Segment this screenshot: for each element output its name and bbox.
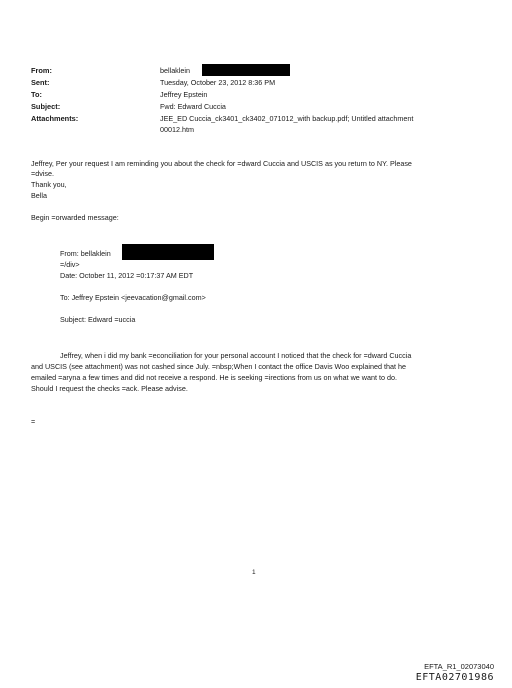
to-label: To:	[31, 90, 42, 99]
body-line-4: Bella	[31, 191, 47, 200]
fwd-subject-line: Subject: Edward =uccia	[60, 315, 136, 324]
fwd-date-line: Date: October 11, 2012 =0:17:37 AM EDT	[60, 271, 194, 280]
fwd-paragraph-line-3: emailed =aryna a few times and did not receive a respond. He is seeking =irections from us on what we want to do.	[31, 373, 397, 382]
to-value: Jeffrey Epstein	[160, 90, 208, 99]
fwd-paragraph-line-2: and USCIS (see attachment) was not cashed since July. =nbsp;When I contact the office Davis Woo explained that he	[31, 362, 406, 371]
subject-label: Subject:	[31, 102, 61, 111]
body-line-2: =dvise.	[31, 169, 54, 178]
bates-stamp: EFTA02701986	[415, 672, 494, 683]
bates-stamp-r1: EFTA_R1_02073040	[424, 662, 494, 671]
fwd-paragraph-line-1: Jeffrey, when i did my bank =econciliation for your personal account I noticed that the check for =dward Cuccia	[60, 351, 412, 360]
fwd-to-line: To: Jeffrey Epstein <jeevacation@gmail.com>	[60, 293, 206, 302]
trailing-marker: =	[31, 417, 36, 426]
subject-value: Fwd: Edward Cuccia	[160, 102, 226, 111]
sent-value: Tuesday, October 23, 2012 8:36 PM	[160, 78, 276, 87]
fwd-from-line: From: bellaklein	[60, 249, 111, 258]
forward-intro: Begin =orwarded message:	[31, 213, 119, 222]
attachments-value-line1: JEE_ED Cuccia_ck3401_ck3402_071012_with backup.pdf; Untitled attachment	[160, 114, 414, 123]
body-line-1: Jeffrey, Per your request I am reminding you about the check for =dward Cuccia and USCIS as you return to NY. Please	[31, 159, 412, 168]
page-number: 1	[252, 569, 256, 576]
attachments-label: Attachments:	[31, 114, 79, 123]
from-label: From:	[31, 66, 52, 75]
redaction-box	[122, 244, 214, 260]
body-line-3: Thank you,	[31, 180, 67, 189]
from-value: bellaklein	[160, 66, 190, 75]
fwd-div-line: =/div>	[60, 260, 80, 269]
redaction-box	[202, 64, 290, 76]
attachments-value-line2: 00012.htm	[160, 125, 194, 134]
sent-label: Sent:	[31, 78, 50, 87]
fwd-paragraph-line-4: Should I request the checks =ack. Please advise.	[31, 384, 188, 393]
